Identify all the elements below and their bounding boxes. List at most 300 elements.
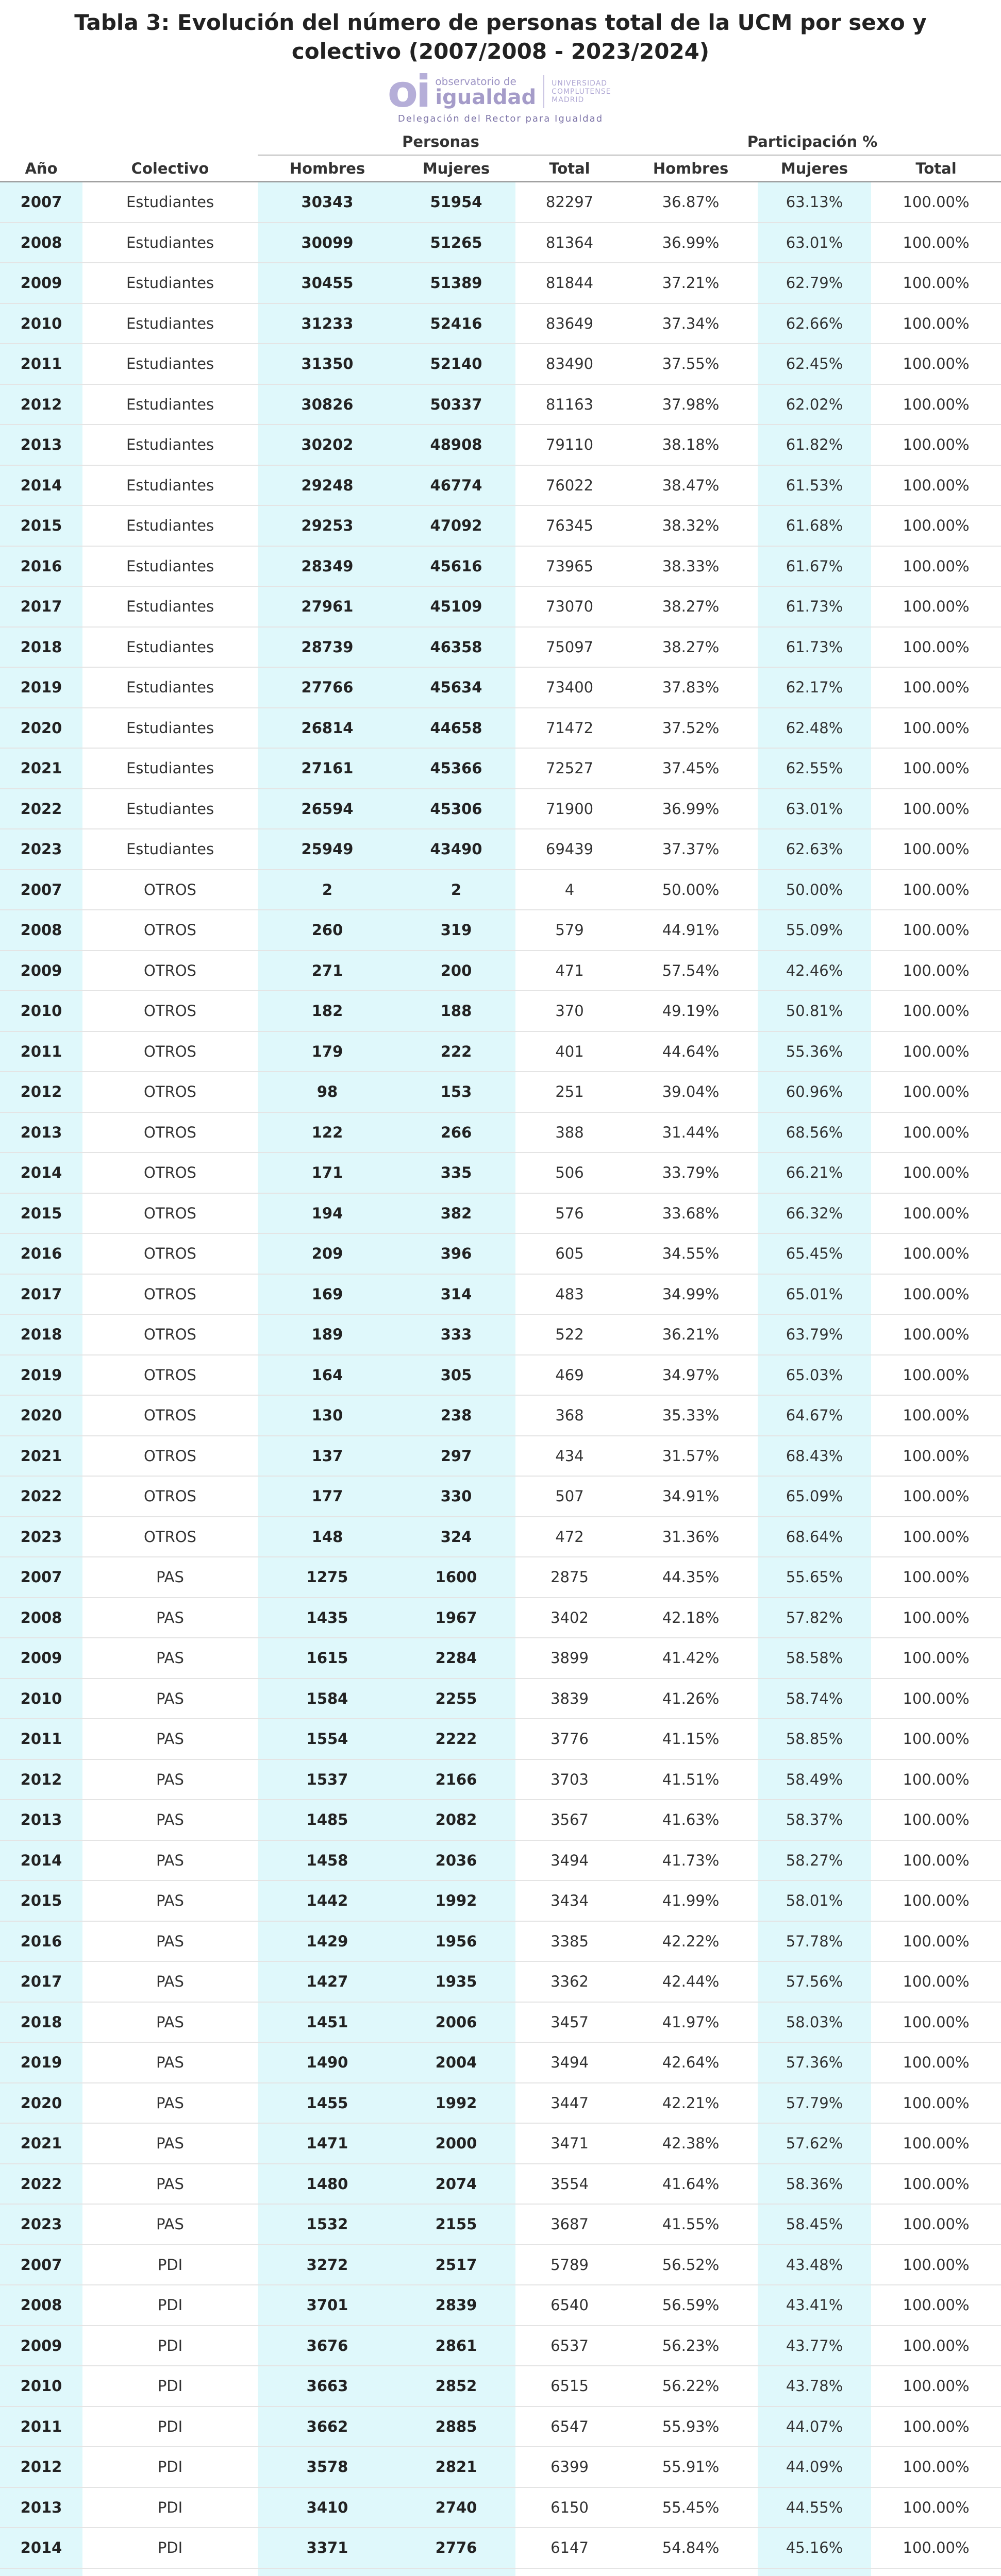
cell-total: 3385 [515, 1921, 624, 1962]
table-row [0, 2366, 1001, 2406]
column-header-mujeres: Mujeres [397, 155, 515, 182]
cell-colectivo: Estudiantes [82, 748, 258, 789]
cell-anio: 2015 [0, 1193, 82, 1234]
cell-participacion-mujeres: 57.56% [758, 1961, 871, 2002]
cell-participacion-total: 100.00% [871, 829, 1001, 870]
cell-participacion-hombres: 41.64% [624, 2164, 758, 2205]
cell-anio: 2015 [0, 1880, 82, 1921]
cell-anio: 2013 [0, 1112, 82, 1153]
cell-hombres: 27961 [258, 586, 397, 627]
cell-total: 507 [515, 1476, 624, 1517]
cell-participacion-mujeres: 62.55% [758, 748, 871, 789]
table-row [0, 1153, 1001, 1193]
cell-anio: 2012 [0, 1759, 82, 1800]
table-row [0, 1800, 1001, 1840]
cell-anio: 2011 [0, 1719, 82, 1759]
cell-participacion-mujeres: 43.48% [758, 2245, 871, 2285]
cell-participacion-hombres: 33.68% [624, 1193, 758, 1234]
cell-anio: 2023 [0, 2204, 82, 2245]
table-row [0, 263, 1001, 303]
table-row [0, 303, 1001, 344]
cell-anio: 2021 [0, 748, 82, 789]
cell-total: 3839 [515, 1679, 624, 1719]
cell-colectivo: PAS [82, 2123, 258, 2164]
cell-total: 71900 [515, 789, 624, 829]
cell-participacion-total: 100.00% [871, 303, 1001, 344]
cell-anio: 2011 [0, 2406, 82, 2447]
table-row [0, 1355, 1001, 1396]
cell-anio: 2022 [0, 1476, 82, 1517]
cell-anio: 2009 [0, 1638, 82, 1679]
cell-participacion-total: 100.00% [871, 1921, 1001, 1962]
cell-participacion-total: 100.00% [871, 263, 1001, 303]
cell-mujeres: 333 [397, 1314, 515, 1355]
cell-anio: 2018 [0, 627, 82, 668]
cell-participacion-mujeres: 55.09% [758, 910, 871, 951]
cell-participacion-mujeres: 62.45% [758, 344, 871, 384]
table-row [0, 1233, 1001, 1274]
cell-participacion-hombres: 31.57% [624, 1436, 758, 1477]
cell-hombres: 1480 [258, 2164, 397, 2205]
cell-hombres: 27766 [258, 667, 397, 708]
cell-hombres: 28349 [258, 546, 397, 587]
cell-participacion-hombres: 42.21% [624, 2083, 758, 2124]
cell-total: 3434 [515, 1880, 624, 1921]
cell-hombres: 2 [258, 870, 397, 910]
logo-line2: igualdad [435, 85, 537, 109]
cell-hombres: 148 [258, 1517, 397, 1557]
cell-hombres: 164 [258, 1355, 397, 1396]
cell-total: 81364 [515, 223, 624, 263]
cell-participacion-mujeres [758, 2568, 871, 2576]
cell-total: 3402 [515, 1598, 624, 1638]
cell-hombres: 3662 [258, 2406, 397, 2447]
cell-participacion-hombres: 42.22% [624, 1921, 758, 1962]
cell-colectivo: OTROS [82, 1072, 258, 1112]
logo-mark: oi [387, 65, 429, 117]
cell-hombres: 25949 [258, 829, 397, 870]
cell-participacion-total: 100.00% [871, 1153, 1001, 1193]
data-table [0, 129, 1001, 2576]
cell-total: 370 [515, 991, 624, 1031]
cell-participacion-total: 100.00% [871, 2245, 1001, 2285]
cell-colectivo: OTROS [82, 1112, 258, 1153]
group-header-personas: Personas [258, 129, 624, 155]
cell-hombres: 137 [258, 1436, 397, 1477]
cell-participacion-hombres: 54.84% [624, 2528, 758, 2568]
cell-colectivo: OTROS [82, 1395, 258, 1436]
table-row [0, 1395, 1001, 1436]
cell-total: 6540 [515, 2285, 624, 2326]
cell-anio: 2008 [0, 910, 82, 951]
cell-hombres: 30099 [258, 223, 397, 263]
cell-participacion-mujeres: 57.82% [758, 1598, 871, 1638]
cell-total: 3567 [515, 1800, 624, 1840]
column-header-anio: Año [0, 155, 82, 182]
cell-anio: 2023 [0, 829, 82, 870]
cell-hombres: 1615 [258, 1638, 397, 1679]
column-header-hombres: Hombres [258, 155, 397, 182]
cell-anio: 2008 [0, 2285, 82, 2326]
cell-colectivo: PAS [82, 2164, 258, 2205]
cell-hombres: 31350 [258, 344, 397, 384]
cell-mujeres: 46358 [397, 627, 515, 668]
cell-participacion-mujeres: 62.63% [758, 829, 871, 870]
cell-total: 81844 [515, 263, 624, 303]
cell-mujeres: 45634 [397, 667, 515, 708]
cell-total: 83649 [515, 303, 624, 344]
cell-participacion-mujeres: 58.85% [758, 1719, 871, 1759]
cell-participacion-total: 100.00% [871, 223, 1001, 263]
cell-hombres: 1537 [258, 1759, 397, 1800]
cell-total: 75097 [515, 627, 624, 668]
cell-participacion-total: 100.00% [871, 425, 1001, 465]
cell-colectivo: PAS [82, 1800, 258, 1840]
cell-hombres: 1429 [258, 1921, 397, 1962]
logo-subtitle: Delegación del Rector para Igualdad [397, 113, 604, 124]
group-header-empty [82, 129, 258, 155]
cell-total: 81163 [515, 384, 624, 425]
cell-participacion-mujeres: 61.82% [758, 425, 871, 465]
cell-participacion-mujeres: 58.01% [758, 1880, 871, 1921]
cell-hombres: 1442 [258, 1880, 397, 1921]
column-header-participacion-total: Total [871, 155, 1001, 182]
cell-colectivo: Estudiantes [82, 627, 258, 668]
cell-colectivo: Estudiantes [82, 263, 258, 303]
cell-mujeres: 43490 [397, 829, 515, 870]
group-header-empty [0, 129, 82, 155]
cell-mujeres: 382 [397, 1193, 515, 1234]
cell-colectivo: PAS [82, 1759, 258, 1800]
cell-participacion-mujeres: 61.67% [758, 546, 871, 587]
cell-hombres: 1471 [258, 2123, 397, 2164]
cell-colectivo: PAS [82, 1921, 258, 1962]
cell-participacion-hombres: 56.52% [624, 2245, 758, 2285]
cell-hombres: 30455 [258, 263, 397, 303]
cell-colectivo: PDI [82, 2366, 258, 2406]
cell-participacion-hombres: 37.83% [624, 667, 758, 708]
cell-participacion-total: 100.00% [871, 1395, 1001, 1436]
cell-total: 3554 [515, 2164, 624, 2205]
cell-participacion-hombres: 31.36% [624, 1517, 758, 1557]
cell-hombres: 1584 [258, 1679, 397, 1719]
cell-participacion-mujeres: 44.09% [758, 2447, 871, 2487]
table-row [0, 344, 1001, 384]
cell-total: 6515 [515, 2366, 624, 2406]
cell-mujeres: 1600 [397, 1557, 515, 1598]
cell-participacion-hombres: 38.47% [624, 465, 758, 506]
cell-mujeres: 1992 [397, 2083, 515, 2124]
cell-anio: 2022 [0, 789, 82, 829]
table-row [0, 1679, 1001, 1719]
cell-participacion-total: 100.00% [871, 2285, 1001, 2326]
cell-mujeres: 2839 [397, 2285, 515, 2326]
cell-hombres: 98 [258, 1072, 397, 1112]
cell-participacion-total: 100.00% [871, 789, 1001, 829]
cell-hombres: 1485 [258, 1800, 397, 1840]
cell-total: 71472 [515, 708, 624, 749]
cell-colectivo: PDI [82, 2285, 258, 2326]
table-row [0, 789, 1001, 829]
cell-colectivo: Estudiantes [82, 384, 258, 425]
cell-mujeres: 2284 [397, 1638, 515, 1679]
cell-participacion-mujeres: 61.73% [758, 586, 871, 627]
cell-participacion-total: 100.00% [871, 1759, 1001, 1800]
cell-participacion-total: 100.00% [871, 1598, 1001, 1638]
cell-anio: 2013 [0, 1800, 82, 1840]
cell-colectivo: OTROS [82, 1517, 258, 1557]
cell-mujeres: 2004 [397, 2042, 515, 2083]
cell-hombres: 122 [258, 1112, 397, 1153]
cell-colectivo: OTROS [82, 1031, 258, 1072]
cell-mujeres: 2821 [397, 2447, 515, 2487]
cell-participacion-mujeres: 61.53% [758, 465, 871, 506]
cell-colectivo: PDI [82, 2326, 258, 2366]
cell-mujeres: 51954 [397, 182, 515, 223]
cell-participacion-hombres: 37.21% [624, 263, 758, 303]
cell-participacion-total: 100.00% [871, 1719, 1001, 1759]
table-row [0, 2326, 1001, 2366]
cell-participacion-total: 100.00% [871, 1274, 1001, 1315]
cell-participacion-hombres: 41.99% [624, 1880, 758, 1921]
cell-participacion-total: 100.00% [871, 1638, 1001, 1679]
cell-mujeres: 2155 [397, 2204, 515, 2245]
cell-mujeres: 2000 [397, 2123, 515, 2164]
cell-anio: 2015 [0, 505, 82, 546]
cell-anio: 2020 [0, 2083, 82, 2124]
cell-participacion-mujeres: 58.74% [758, 1679, 871, 1719]
cell-colectivo: PAS [82, 2042, 258, 2083]
cell-mujeres: 324 [397, 1517, 515, 1557]
cell-anio: 2010 [0, 2366, 82, 2406]
cell-colectivo: OTROS [82, 951, 258, 991]
cell-total: 76022 [515, 465, 624, 506]
table-row [0, 586, 1001, 627]
cell-total: 3447 [515, 2083, 624, 2124]
cell-colectivo: PAS [82, 2083, 258, 2124]
cell-total: 5789 [515, 2245, 624, 2285]
table-row [0, 748, 1001, 789]
cell-total: 483 [515, 1274, 624, 1315]
cell-total: 72527 [515, 748, 624, 789]
cell-participacion-hombres: 37.98% [624, 384, 758, 425]
cell-participacion-total: 100.00% [871, 870, 1001, 910]
cell-anio: 2014 [0, 2528, 82, 2568]
cell-hombres: 1427 [258, 1961, 397, 2002]
cell-participacion-mujeres: 62.66% [758, 303, 871, 344]
cell-total [515, 2568, 624, 2576]
cell-mujeres: 2222 [397, 1719, 515, 1759]
cell-hombres: 130 [258, 1395, 397, 1436]
cell-mujeres: 222 [397, 1031, 515, 1072]
cell-mujeres: 330 [397, 1476, 515, 1517]
cell-colectivo: Estudiantes [82, 182, 258, 223]
table-row [0, 708, 1001, 749]
cell-hombres: 189 [258, 1314, 397, 1355]
cell-colectivo [82, 2568, 258, 2576]
cell-participacion-hombres: 35.33% [624, 1395, 758, 1436]
table-row [0, 505, 1001, 546]
table-row [0, 1436, 1001, 1477]
cell-participacion-hombres: 44.91% [624, 910, 758, 951]
table-row [0, 1476, 1001, 1517]
cell-participacion-hombres: 31.44% [624, 1112, 758, 1153]
cell-mujeres: 1935 [397, 1961, 515, 2002]
cell-participacion-mujeres: 50.81% [758, 991, 871, 1031]
cell-total: 2875 [515, 1557, 624, 1598]
table-row [0, 1921, 1001, 1962]
cell-anio: 2007 [0, 2245, 82, 2285]
table-row [0, 2487, 1001, 2528]
cell-participacion-hombres: 55.45% [624, 2487, 758, 2528]
cell-participacion-total: 100.00% [871, 1880, 1001, 1921]
cell-participacion-mujeres: 62.17% [758, 667, 871, 708]
cell-hombres: 177 [258, 1476, 397, 1517]
cell-anio: 2010 [0, 1679, 82, 1719]
cell-participacion-mujeres: 58.45% [758, 2204, 871, 2245]
cell-anio: 2020 [0, 708, 82, 749]
logo-top [387, 65, 613, 117]
cell-participacion-total: 100.00% [871, 667, 1001, 708]
cell-participacion-mujeres: 43.78% [758, 2366, 871, 2406]
cell-participacion-hombres: 36.99% [624, 789, 758, 829]
cell-participacion-mujeres: 50.00% [758, 870, 871, 910]
cell-participacion-mujeres: 43.77% [758, 2326, 871, 2366]
cell-total: 3362 [515, 1961, 624, 2002]
cell-hombres: 3701 [258, 2285, 397, 2326]
cell-hombres: 182 [258, 991, 397, 1031]
cell-participacion-mujeres: 57.79% [758, 2083, 871, 2124]
cell-colectivo: PDI [82, 2487, 258, 2528]
logo-university: UNIVERSIDAD COMPLUTENSE MADRID [552, 79, 611, 104]
cell-participacion-total: 100.00% [871, 1031, 1001, 1072]
cell-participacion-mujeres: 66.21% [758, 1153, 871, 1193]
table-row [0, 1031, 1001, 1072]
cell-colectivo: Estudiantes [82, 789, 258, 829]
cell-mujeres: 297 [397, 1436, 515, 1477]
logo-divider [543, 75, 544, 108]
cell-total: 6547 [515, 2406, 624, 2447]
table-row [0, 2083, 1001, 2124]
cell-participacion-total: 100.00% [871, 1193, 1001, 1234]
cell-participacion-mujeres: 44.07% [758, 2406, 871, 2447]
table-row [0, 910, 1001, 951]
cell-participacion-mujeres: 44.55% [758, 2487, 871, 2528]
cell-mujeres: 44658 [397, 708, 515, 749]
cell-total: 69439 [515, 829, 624, 870]
cell-mujeres: 153 [397, 1072, 515, 1112]
cell-participacion-mujeres: 65.01% [758, 1274, 871, 1315]
cell-anio: 2019 [0, 2042, 82, 2083]
cell-participacion-total: 100.00% [871, 2326, 1001, 2366]
cell-participacion-total: 100.00% [871, 2447, 1001, 2487]
cell-total: 6150 [515, 2487, 624, 2528]
cell-total: 4 [515, 870, 624, 910]
table-row [0, 1072, 1001, 1112]
cell-colectivo: PAS [82, 1961, 258, 2002]
cell-participacion-total: 100.00% [871, 1476, 1001, 1517]
cell-total: 434 [515, 1436, 624, 1477]
cell-colectivo: OTROS [82, 870, 258, 910]
cell-colectivo: OTROS [82, 1153, 258, 1193]
cell-anio [0, 2568, 82, 2576]
cell-participacion-total: 100.00% [871, 2528, 1001, 2568]
cell-hombres: 1458 [258, 1840, 397, 1881]
cell-anio: 2010 [0, 991, 82, 1031]
cell-mujeres: 314 [397, 1274, 515, 1315]
cell-anio: 2013 [0, 425, 82, 465]
cell-participacion-mujeres: 58.58% [758, 1638, 871, 1679]
cell-participacion-mujeres: 55.36% [758, 1031, 871, 1072]
cell-participacion-total: 100.00% [871, 2083, 1001, 2124]
cell-participacion-mujeres: 64.67% [758, 1395, 871, 1436]
cell-total: 471 [515, 951, 624, 991]
cell-colectivo: PAS [82, 2204, 258, 2245]
cell-participacion-total: 100.00% [871, 344, 1001, 384]
cell-participacion-hombres: 38.27% [624, 627, 758, 668]
cell-anio: 2017 [0, 586, 82, 627]
cell-mujeres: 2776 [397, 2528, 515, 2568]
cell-mujeres: 51265 [397, 223, 515, 263]
cell-participacion-hombres: 57.54% [624, 951, 758, 991]
cell-participacion-total: 100.00% [871, 910, 1001, 951]
cell-total: 3471 [515, 2123, 624, 2164]
cell-participacion-mujeres: 58.03% [758, 2002, 871, 2043]
observatorio-logo [0, 65, 1001, 126]
cell-colectivo: Estudiantes [82, 223, 258, 263]
cell-participacion-mujeres: 68.64% [758, 1517, 871, 1557]
cell-mujeres: 50337 [397, 384, 515, 425]
cell-participacion-hombres [624, 2568, 758, 2576]
cell-participacion-total: 100.00% [871, 546, 1001, 587]
cell-participacion-hombres: 39.04% [624, 1072, 758, 1112]
table-row [0, 2245, 1001, 2285]
cell-colectivo: PAS [82, 1638, 258, 1679]
cell-colectivo: PDI [82, 2406, 258, 2447]
cell-mujeres: 2036 [397, 1840, 515, 1881]
cell-colectivo: Estudiantes [82, 303, 258, 344]
cell-mujeres: 266 [397, 1112, 515, 1153]
cell-total: 576 [515, 1193, 624, 1234]
cell-participacion-total: 100.00% [871, 2123, 1001, 2164]
cell-mujeres: 2082 [397, 1800, 515, 1840]
cell-participacion-hombres: 38.32% [624, 505, 758, 546]
cell-hombres: 29253 [258, 505, 397, 546]
cell-hombres: 271 [258, 951, 397, 991]
cell-participacion-hombres: 42.18% [624, 1598, 758, 1638]
cell-anio: 2007 [0, 1557, 82, 1598]
cell-participacion-total: 100.00% [871, 2042, 1001, 2083]
cell-anio: 2021 [0, 2123, 82, 2164]
group-header-row [0, 129, 1001, 155]
cell-participacion-total [871, 2568, 1001, 2576]
table-row [0, 1274, 1001, 1315]
cell-mujeres: 319 [397, 910, 515, 951]
cell-participacion-hombres: 44.64% [624, 1031, 758, 1072]
table-title: Tabla 3: Evolución del número de personas total de la UCM por sexo y colectivo (2007/2008 - 2023/2024) [74, 10, 927, 64]
table-row [0, 951, 1001, 991]
cell-colectivo: Estudiantes [82, 344, 258, 384]
cell-anio: 2014 [0, 1840, 82, 1881]
table-row [0, 991, 1001, 1031]
cell-colectivo: PAS [82, 1880, 258, 1921]
cell-participacion-hombres: 50.00% [624, 870, 758, 910]
cell-total: 3703 [515, 1759, 624, 1800]
cell-anio: 2014 [0, 1153, 82, 1193]
cell-participacion-hombres: 34.55% [624, 1233, 758, 1274]
cell-colectivo: Estudiantes [82, 546, 258, 587]
cell-participacion-mujeres: 60.96% [758, 1072, 871, 1112]
